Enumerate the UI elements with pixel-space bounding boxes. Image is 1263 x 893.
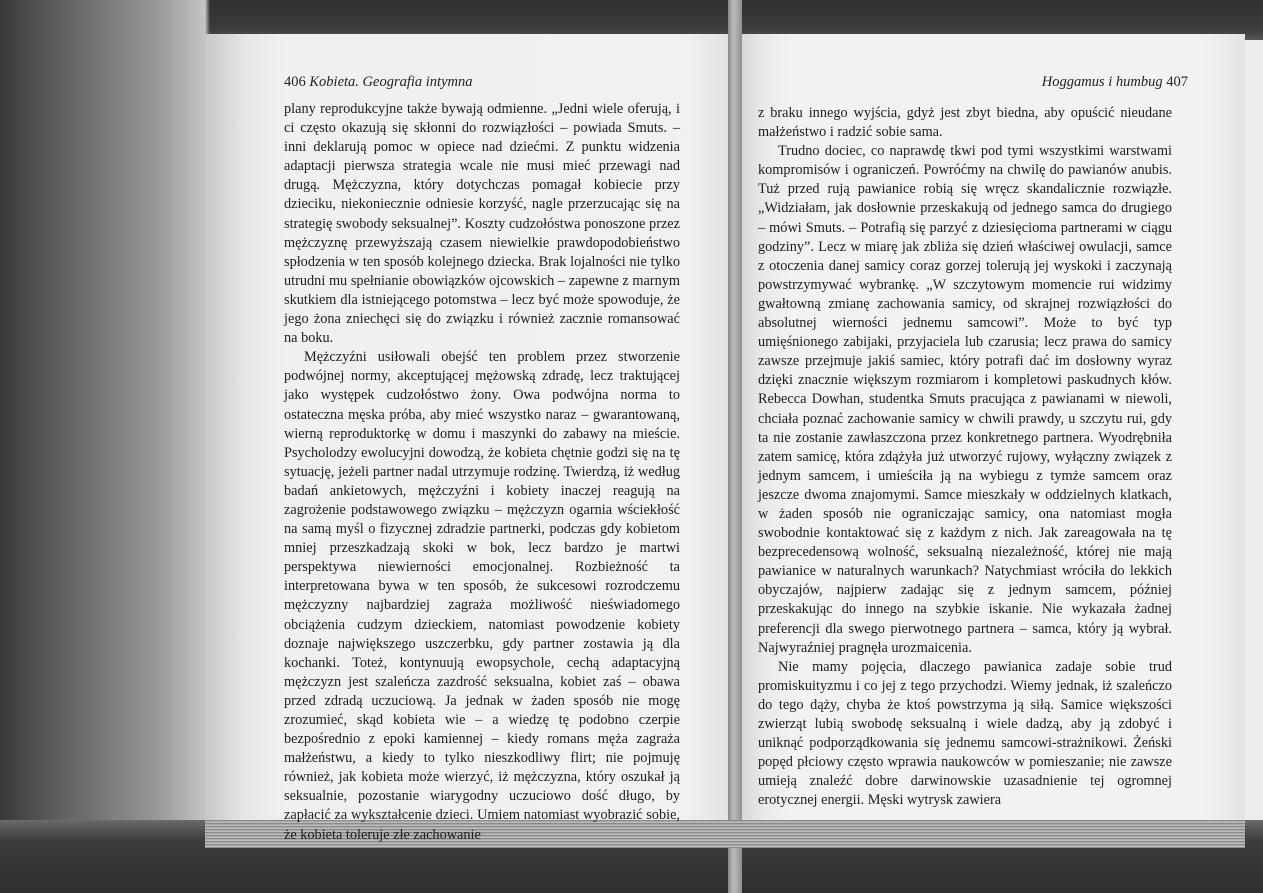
page-number: 407 xyxy=(1166,74,1188,90)
paragraph: Mężczyźni usiłowali obejść ten problem przez stworzenie podwójnej normy, akceptującej mężowską zdradę, lecz traktującej jako występek cudzołóstwo żony. Owa podwójna norma to ostateczna męska próba, aby mieć wszystko naraz – gwarantowaną, wierną reproduktorkę w domu i maszynki do zabawy na mieście. Psycholodzy ewolucyjni dowodzą, że kobieta chętnie godzi się na tę sytuację, jeżeli partner nadal utrzymuje rodzinę. Twierdzą, iż według badań ankietowych, mężczyźni i kobiety inaczej reagują na zagrożenie podstawowego związku – mężczyzn ogarnia wściekłość na samą myśl o fizycznej zdradzie partnerki, podczas gdy kobietom mniej przeszkadzają skoki w bok, lecz bardzo je martwi perspektywa niewierności emocjonalnej. Rozbieżność ta interpretowana bywa w ten sposób, że sukcesowi rozrodczemu mężczyzny najbardziej zagraża możliwość nieświadomego obciążenia cudzym dzieckiem, natomiast powodzenie kobiety doznaje największego uszczerbku, gdy partner zostawia ją dla kochanki. Toteż, kontynuują ewopsychole, cechą adaptacyjną mężczyzn jest szaleńcza zazdrość seksualna, kobiet zaś – obawa przed zdradą uczuciową. Ja jednak w żaden sposób nie mogę zrozumieć, skąd kobieta wie – a wiedzę tę podobno czerpie bezpośrednio z epoki kamiennej – kiedy romans męża zagraża małżeństwu, a kiedy to tylko nieszkodliwy flirt; nie pojmuję również, jak kobieta może wierzyć, iż mężczyzna, który oszukał ją seksualnie, pozostanie wiarygodny uczuciowo dość długo, by zapłacić za wykształcenie dzieci. Umiem natomiast wyobrazić sobie, że kobieta toleruje złe zachowanie xyxy=(284,349,680,843)
paragraph: plany reprodukcyjne także bywają odmienne. „Jedni wiele oferują, i ci często okazują się skłonni do rozwiązłości – powiada Smuts. – inni deklarują pomoc w opiece nad dziećmi. Z punktu widzenia adaptacji pierwsza strategia wcale nie musi mieć przewagi nad drugą. Mężczyzna, który dotychczas pomagał kobiecie przy dzieciku, niekoniecznie odniesie korzyść, nagle przerzucając się na strategię swobody seksualnej”. Koszty cudzołóstwa ponoszone przez mężczyznę przewyższają czasem niewielkie prawdopodobieństwo spłodzenia w ten sposób kolejnego dziecka. Brak lojalności nie tylko utrudni mu spełnianie obowiązków ojcowskich – zapewne z marnym skutkiem dla istniejącego potomstwa – lecz być może spowoduje, że jego żona zniechęci się do związku i również zacznie romansować na boku. xyxy=(284,101,680,347)
right-running-header xyxy=(1042,74,1188,91)
right-body-text xyxy=(758,104,1172,810)
book-edge-shadow xyxy=(0,0,210,893)
left-running-header xyxy=(284,74,473,91)
running-title: Hoggamus i humbug xyxy=(1041,74,1163,90)
page-number: 406 xyxy=(284,74,306,90)
running-title: Kobieta. Geografia intymna xyxy=(309,74,473,90)
book-gutter xyxy=(728,0,742,893)
paragraph: Trudno dociec, co naprawdę tkwi pod tymi wszystkimi warstwami kompromisów i ograniczeń. Powróćmy na chwilę do pawianów anubis. Tuż przed rują pawianice robią się wręcz skandalicznie rozwiązłe. „Widziałam, jak dosłownie przeskakują od jednego samca do drugiego – mówi Smuts. – Potrafią się parzyć z dziesięcioma partnerami w ciągu godziny”. Lecz w miarę jak zbliża się dzień właściwej owulacji, samce z otoczenia danej samicy coraz gorzej tolerują jej wyskoki i zaczynają powstrzymywać wybrankę. „W szczytowym momencie rui widzimy gwałtowną zmianę zachowania samicy, od skrajnej rozwiązłości do absolutnej wierności jednemu samcowi”. Może to być typ umięśnionego zabijaki, przyjaciela lub czarusia; lecz prawa do samicy zawsze przejmuje jakiś samiec, który potrafi dać im dosłowny wyraz dzięki znacznie większym rozmiarom i kompletowi paskudnych kłów. Rebecca Dowhan, studentka Smuts pracująca z pawianami w niewoli, chciała poznać zachowanie samicy w chwili prawdy, u szczytu rui, gdy ta nie zostanie zawłaszczona przez konkretnego partnera. Wyodrębniła zatem samicę, która zdążyła już utworzyć rujowy, wyłączny związek z jednym samcem, i umieściła ją na wybiegu z tymże samcem oraz jeszcze dwoma znajomymi. Samce mieszkały w oddzielnych klatkach, w żaden sposób nie ograniczając samicy, ona natomiast mogła swobodnie kontaktować się z każdym z nich. Jak zareagowała na tę bezprecedensową wolność, seksualną niezależność, której nie mają pawianice w naturalnych warunkach? Natychmiast wróciła do lekkich obyczajów, najpierw zadając się z jednym samcem, później przeskakując do innego na szybkie iskanie. Nie wykazała żadnej preferencji dla swego pierwotnego partnera – samca, który ją wybrał. Najwyraźniej pragnęła urozmaicenia. xyxy=(758,143,1172,656)
paragraph: z braku innego wyjścia, gdyż jest zbyt biedna, aby opuścić nieudane małżeństwo i radzić sobie sama. xyxy=(758,105,1172,141)
left-body-text xyxy=(284,100,680,845)
paragraph: Nie mamy pojęcia, dlaczego pawianica zadaje sobie trud promiskuityzmu i co jej z tego przychodzi. Wiemy jednak, iż szaleńczo do tego dąży, chyba że ktoś powstrzyma ją siłą. Samice większości zwierząt lubią swobodę seksualną i wiele dadzą, aby ją zdobyć i uniknąć podporządkowania się jednemu samcowi-strażnikowi. Żeński popęd płciowy często wprawia naukowców w pomieszanie; nie zawsze umieją znaleźć dobre darwinowskie uzasadnienie tej ogromnej erotycznej energii. Męski wytrysk zawiera xyxy=(758,658,1172,809)
